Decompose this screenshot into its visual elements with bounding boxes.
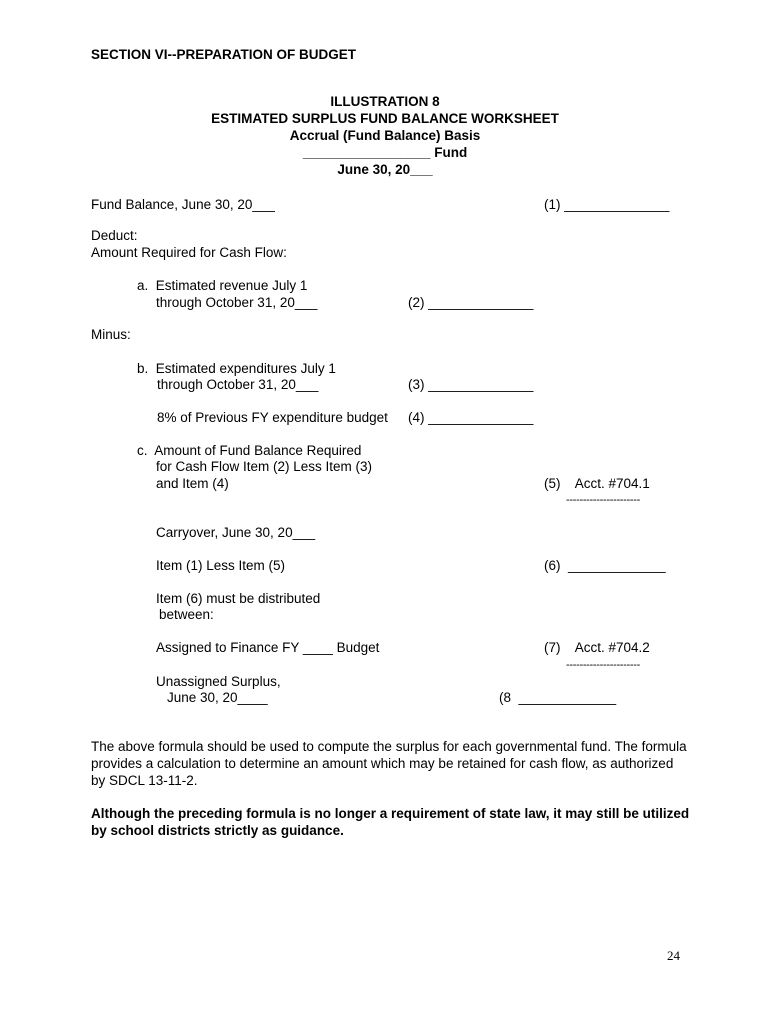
item-b-line-1: b. Estimated expenditures July 1 bbox=[137, 361, 336, 376]
guidance-note-paragraph: Although the preceding formula is no longer a requirement of state law, it may still be utilized by school districts strictly as guidance. bbox=[91, 806, 690, 838]
deduct-label: Deduct: bbox=[91, 228, 138, 243]
title-line-1: ILLUSTRATION 8 bbox=[330, 94, 440, 109]
item-7-field: (7) Acct. #704.2 bbox=[544, 640, 650, 655]
item-3-field: (3) ______________ bbox=[408, 377, 534, 392]
formula-note-paragraph: The above formula should be used to compute the surplus for each governmental fund. The formula provides a calculation to determine an amount which may be retained for cash flow, as authorized by SDCL 13-11-2. bbox=[91, 739, 687, 788]
distribute-line-2: between: bbox=[159, 607, 214, 622]
item-c-line-1: c. Amount of Fund Balance Required bbox=[137, 443, 362, 458]
item-4-field: (4) ______________ bbox=[408, 410, 534, 425]
page-number: 24 bbox=[667, 948, 680, 963]
item-5-dashes: ---------------------- bbox=[566, 494, 640, 506]
item-7-dashes: ---------------------- bbox=[566, 659, 640, 671]
item-a-line-1: a. Estimated revenue July 1 bbox=[137, 278, 308, 293]
unassigned-line-2: June 30, 20____ bbox=[167, 690, 268, 705]
item-6-field: (6) _____________ bbox=[544, 558, 666, 573]
fund-balance-label: Fund Balance, June 30, 20___ bbox=[91, 197, 275, 212]
item-6-label: Item (1) Less Item (5) bbox=[156, 558, 286, 573]
minus-label: Minus: bbox=[91, 327, 131, 342]
item-c-line-2: for Cash Flow Item (2) Less Item (3) bbox=[156, 459, 373, 474]
title-line-2: ESTIMATED SURPLUS FUND BALANCE WORKSHEET bbox=[211, 111, 559, 126]
title-line-4: _________________ Fund bbox=[302, 145, 468, 160]
item-1-field: (1) ______________ bbox=[544, 197, 670, 212]
title-line-3: Accrual (Fund Balance) Basis bbox=[289, 128, 481, 143]
unassigned-line-1: Unassigned Surplus, bbox=[156, 674, 281, 689]
section-header: SECTION VI--PREPARATION OF BUDGET bbox=[91, 47, 357, 62]
item-c-line-3: and Item (4) bbox=[156, 476, 229, 491]
pct-expenditure-label: 8% of Previous FY expenditure budget bbox=[157, 410, 388, 425]
item-b-line-2: through October 31, 20___ bbox=[157, 377, 319, 392]
item-8-field: (8 _____________ bbox=[499, 690, 617, 705]
item-a-line-2: through October 31, 20___ bbox=[156, 295, 318, 310]
carryover-label: Carryover, June 30, 20___ bbox=[156, 525, 316, 540]
title-line-5: June 30, 20___ bbox=[337, 162, 433, 177]
item-5-field: (5) Acct. #704.1 bbox=[544, 476, 650, 491]
assigned-label: Assigned to Finance FY ____ Budget bbox=[156, 640, 380, 655]
distribute-line-1: Item (6) must be distributed bbox=[156, 591, 321, 606]
item-2-field: (2) ______________ bbox=[408, 295, 534, 310]
cash-flow-label: Amount Required for Cash Flow: bbox=[91, 245, 287, 260]
